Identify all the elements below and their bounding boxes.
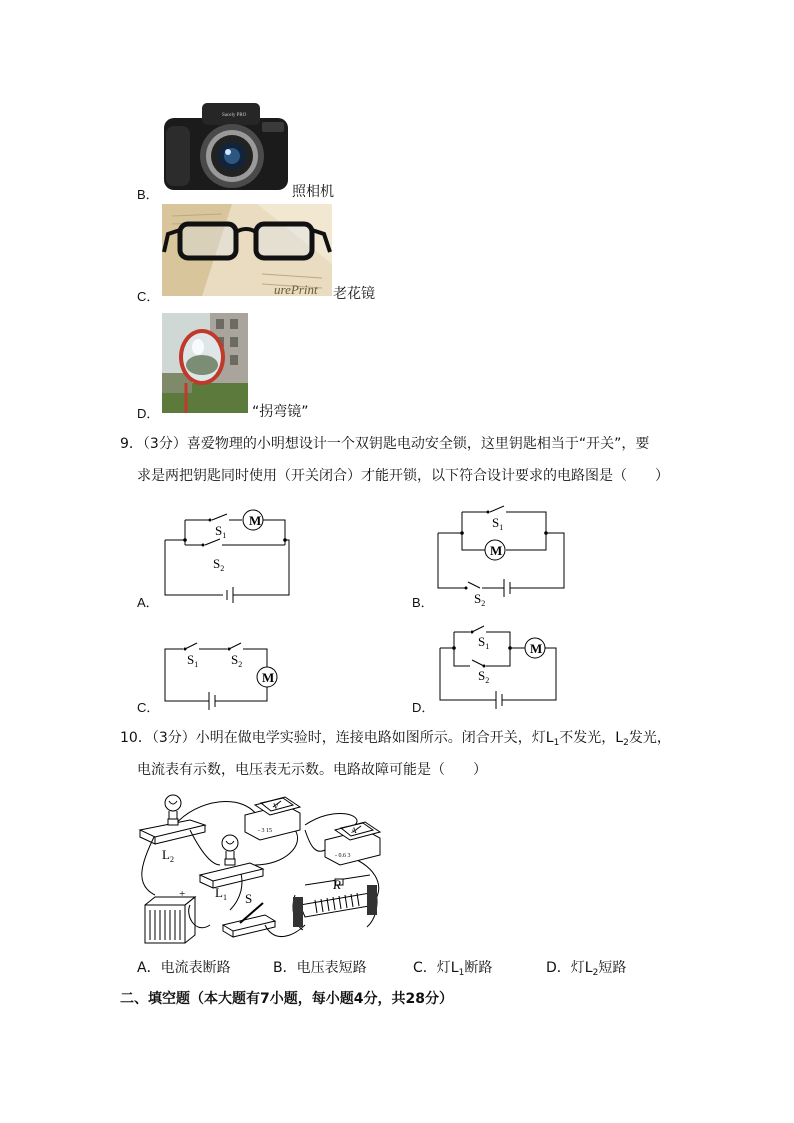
q9-stem-1: 喜爱物理的小明想设计一个双钥匙电动安全锁，这里钥匙相当于“开关”，要 [186, 436, 650, 452]
svg-text:S1: $S_1$ [187, 652, 199, 669]
q9-number: 9． [120, 436, 143, 452]
svg-text:L2: $L_2$ [162, 847, 174, 864]
q10-stem-2: 电流表有示数，电压表无示数。电路故障可能是（ ） [137, 762, 487, 778]
svg-text:A: A [351, 826, 357, 835]
s2-label: $S_2$ [213, 556, 225, 573]
s1-label: $S_1$ [215, 523, 227, 540]
q10-choice-a[interactable]: A．电流表断路 [137, 960, 231, 976]
option-d-caption: “拐弯镜” [252, 404, 309, 420]
section-2-heading: 二、填空题（本大题有7小题，每小题4分，共28分） [120, 991, 453, 1007]
q9-option-a: A． [137, 595, 159, 610]
q9-option-d: D． [412, 700, 435, 715]
q9-line-1 [120, 434, 649, 454]
glasses-photo [162, 204, 332, 296]
svg-text:S1: $S_1$ [478, 634, 490, 651]
option-c-caption: 老花镜 [333, 286, 375, 302]
option-d-letter: D． [137, 406, 160, 421]
svg-text:S2: $S_2$ [231, 652, 243, 669]
svg-text:urePrint: urePrint [274, 282, 318, 296]
q10-line-1: 10．（3分）小明在做电学实验时，连接电路如图所示。闭合开关，灯$L_1$不发光，$L_2$发光， [120, 730, 671, 748]
q10-choice-c[interactable]: C．灯$L_1$断路 [413, 960, 493, 978]
svg-text:Sacely PRO: Sacely PRO [222, 113, 247, 118]
svg-text:- 0.6 3: - 0.6 3 [335, 853, 351, 859]
q10-choice-b[interactable]: B．电压表短路 [273, 960, 367, 976]
motor-label: M [530, 641, 543, 656]
svg-text:- 3 15: - 3 15 [258, 828, 272, 834]
svg-text:S2: $S_2$ [478, 668, 490, 685]
q9-score: （3分） [142, 436, 187, 452]
motor-label: M [490, 543, 503, 558]
q9-option-c: C． [137, 700, 160, 715]
option-b-letter: B． [137, 187, 159, 202]
option-c-letter: C． [137, 289, 160, 304]
svg-text:S2: $S_2$ [474, 591, 486, 608]
motor-label: M [249, 513, 262, 528]
q10-circuit-diagram [135, 785, 390, 950]
svg-text:L1: $L_1$ [215, 885, 227, 902]
svg-text:V: V [273, 802, 279, 811]
convex-mirror-photo [162, 313, 248, 413]
option-b-caption: 照相机 [292, 184, 334, 200]
svg-text:R: R [333, 877, 341, 892]
q9-stem-2: 求是两把钥匙同时使用（开关闭合）才能开锁，以下符合设计要求的电路图是（ ） [137, 468, 669, 484]
motor-label: M [262, 670, 275, 685]
q10-choice-d[interactable]: D．灯$L_2$短路 [546, 960, 627, 978]
q10-number: 10． [120, 730, 152, 746]
q9-circuit-a [155, 505, 300, 605]
svg-text:+: + [179, 888, 186, 900]
q10-score: （3分） [151, 730, 196, 746]
camera-photo [162, 98, 290, 194]
q9-option-b: B． [412, 595, 434, 610]
svg-text:S1: $S_1$ [492, 515, 504, 532]
svg-text:S: S [245, 891, 253, 906]
